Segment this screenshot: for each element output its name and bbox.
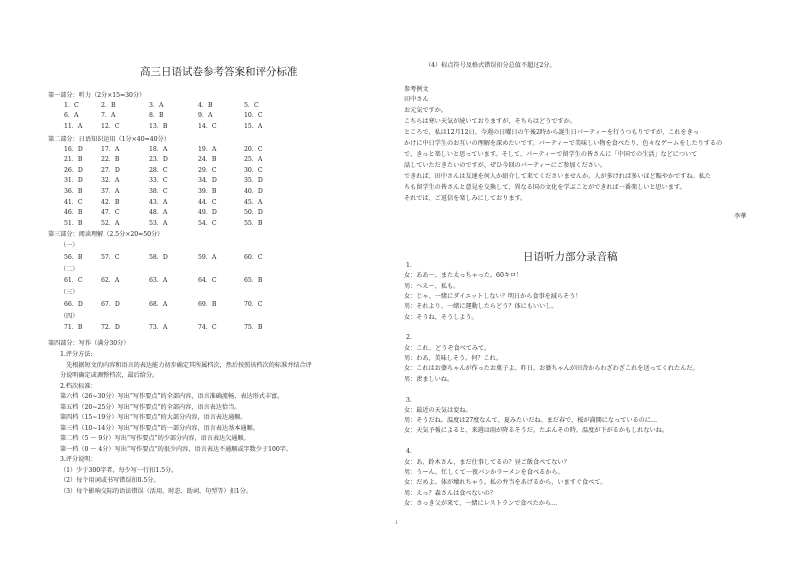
dialogue-line: 女：あ、鈴木さん、まだ仕事してるの？昼ご飯食べてない？ — [404, 458, 570, 466]
answer-cell: 68．A — [149, 300, 168, 308]
answer-cell: 61．C — [64, 277, 83, 285]
answer-cell: 44．C — [198, 198, 217, 206]
part2-heading: 第二部分：日语知识运用（1分×40=40分） — [48, 136, 170, 143]
essay-line: それでは、ご返信を楽しみにしております。 — [404, 195, 527, 202]
criteria-line: 1.评分方法: — [60, 351, 93, 358]
answer-cell: 28．C — [149, 166, 168, 174]
answer-cell: 6．A — [64, 112, 79, 120]
answer-cell: 1．C — [64, 102, 79, 109]
signature: 李華 — [734, 213, 747, 220]
answer-cell: 48．A — [149, 209, 168, 217]
answer-cell: 24．B — [198, 156, 217, 164]
answer-cell: 55．B — [244, 219, 263, 227]
answer-cell: 46．B — [64, 209, 83, 217]
answer-cell: 16．D — [64, 145, 83, 153]
essay-line: できれば、田中さんは友達を何人か紹介して来てくださいませんか。人が多ければ多いほど賑やかですね。私た — [404, 173, 711, 180]
dialogue-number: 1． — [406, 262, 417, 269]
dialogue-line: 女：ああ～、また太っちゃった。60キロ！ — [404, 272, 523, 280]
answer-cell: 67．D — [101, 300, 120, 308]
answer-cell: 42．B — [101, 198, 120, 206]
essay-line: ちも留学生の皆さんと意見を交換して、異なる国の文化を学ぶことができれば一番楽しいと思います。 — [404, 184, 686, 191]
dialogue-line: 女：天気予報によると、来週は雨が降るそうだ。たぶんその時、温度が下がるかもしれないね。 — [404, 427, 668, 435]
answer-cell: 25．A — [244, 156, 263, 164]
answer-cell: 57．C — [101, 253, 120, 261]
answer-cell: 36．B — [64, 187, 83, 195]
answer-cell: 22．B — [101, 156, 120, 164]
criteria-line: 第三档（10~14分）写出“写作要点”的一部分内容，语言表达基本通顺。 — [60, 424, 259, 432]
essay-line: こちらは寒い天気が続いておりますが、そちらはどうですか。 — [404, 118, 576, 125]
answer-cell: 45．A — [244, 198, 263, 206]
answer-cell: 51．B — [64, 219, 83, 227]
answer-cell: 34．D — [198, 177, 217, 185]
answer-cell: 4．B — [198, 102, 213, 109]
criteria-line: 分说明确定或调整档次，最后给分。 — [60, 372, 159, 379]
answer-cell: 7．A — [101, 112, 116, 120]
dialogue-line: 女：さっき父が来て、一緒にレストランで食べたから… — [404, 499, 558, 507]
answer-cell: 11．A — [64, 122, 83, 130]
answer-cell: 30．C — [244, 166, 263, 174]
answer-cell: 31．D — [64, 177, 83, 185]
answer-cell: 75．B — [244, 324, 263, 332]
essay-line: かけに中日学生のお互いの理解を深めたいです。パーティーで美味しい物を食べたり、色々なゲームをしたりするの — [404, 140, 723, 147]
answer-cell: 72．D — [101, 324, 120, 332]
answer-cell: 35．D — [244, 177, 263, 185]
dialogue-line: 男：わあ、美味しそう。何？これ。 — [404, 355, 503, 362]
sample-heading: 参考例文 — [404, 86, 429, 93]
answer-cell: 29．C — [198, 166, 217, 174]
reading-group-label: （三） — [60, 289, 79, 297]
answer-cell: 14．C — [198, 122, 217, 130]
dialogue-line: 男：羨ましいね。 — [404, 375, 454, 383]
answer-cell: 70．C — [244, 300, 263, 308]
answer-cell: 10．C — [244, 112, 263, 120]
answer-cell: 8．B — [149, 112, 164, 120]
dialogue-line: 男：へえ～、私も。 — [404, 282, 460, 290]
answer-cell: 37．A — [101, 187, 120, 195]
answer-cell: 2．B — [101, 102, 116, 109]
criteria-line: 第六档（26~30分）写出“写作要点”的全部内容，语言准确流畅，表达形式丰富。 — [60, 393, 284, 400]
reading-group-label: （一） — [60, 242, 79, 249]
answer-cell: 17．A — [101, 145, 120, 153]
dialogue-line: 男：うーん。忙しくて一夜パンかラーメンを食べるから。 — [404, 468, 564, 476]
answer-cell: 59．A — [198, 253, 217, 261]
criteria-line: 第五档（20~25分）写出“写作要点”的全部内容，语言表达恰当。 — [60, 403, 241, 411]
essay-line: 田中さん — [404, 96, 429, 103]
dialogue-number: 3． — [406, 396, 417, 404]
answer-cell: 66．D — [64, 300, 83, 308]
answer-cell: 5．C — [244, 102, 259, 109]
essay-line: お元気ですか。 — [404, 107, 447, 114]
answer-cell: 41．C — [64, 198, 83, 206]
answer-cell: 62．A — [101, 277, 120, 285]
answer-cell: 43．A — [149, 198, 168, 206]
answer-cell: 73．A — [149, 324, 168, 332]
criteria-line: 第二档（5 ～ 9分）写出“写作要点”的少部分内容，语言表达欠通顺。 — [60, 435, 250, 442]
essay-line: 話していただきたいのですが、ぜひ今回のパーティーにご参加ください。 — [404, 162, 607, 169]
criteria-line: 第四档（15~19分）写出“写作要点”的大部分内容，语言表达通顺。 — [60, 414, 247, 421]
dialogue-number: 2． — [406, 334, 417, 342]
answer-cell: 20．C — [244, 145, 263, 153]
reading-group-label: （二） — [60, 265, 79, 273]
reading-group-label: （四） — [60, 312, 79, 320]
dialogue-line: 男：えっ？森さんは食べないの？ — [404, 489, 497, 497]
answer-cell: 64．C — [198, 277, 217, 285]
dialogue-line: 男：それより、一緒に運動したらどう？体にもいいし。 — [404, 303, 558, 311]
essay-line: ところで、私は12月12日、今週の日曜日の午後2時から誕生日パーティーを行うつもりですが、これをきっ — [404, 129, 699, 136]
answer-cell: 18．A — [149, 145, 168, 153]
listening-title: 日语听力部分录音稿 — [523, 251, 618, 263]
dialogue-line: 女：これはお婆ちゃんが作ったお菓子よ。昨日、お婆ちゃんが田舎からわざわざこれを送ってくれたんだ。 — [404, 365, 699, 373]
criteria-line: （2）每个用词或书写错误扣0.5分。 — [60, 477, 160, 484]
criteria-line: 第一档（0 ～ 4分）写出“写作要点”的很少内容，语言表达不通顺或字数少于100字。 — [60, 445, 293, 453]
criteria-line: 2.档次标准： — [60, 382, 97, 390]
answer-cell: 13．B — [149, 122, 168, 130]
answer-cell: 23．D — [149, 156, 168, 164]
answer-cell: 53．A — [149, 219, 168, 227]
answer-cell: 52．A — [101, 219, 120, 227]
part1-heading: 第一部分：听力（2分×15=30分） — [48, 92, 146, 99]
answer-cell: 40．D — [244, 187, 263, 195]
dialogue-line: 女：だめよ。体が壊れちゃう。私の弁当をあげるから、いますぐ食べて。 — [404, 479, 607, 487]
dialogue-line: 女：これ、どうぞ食べてみて。 — [404, 344, 491, 352]
answer-cell: 60．C — [244, 253, 263, 261]
page-title: 高三日语试卷参考答案和评分标准 — [140, 66, 298, 78]
answer-cell: 32．A — [101, 177, 120, 185]
dialogue-line: 男：そうだね。温度は27度なんて、夏みたいだね。まだ春で、桜が満開になっているのに… — [404, 417, 658, 425]
answer-cell: 26．D — [64, 166, 83, 174]
part3-heading: 第三部分：阅读理解（2.5分×20=50分） — [48, 231, 164, 238]
answer-cell: 74．C — [198, 324, 217, 332]
essay-line: で、きっと楽しいと思っています。そして、パーティーで留学生の皆さんに「中国での生活」などについて — [404, 151, 698, 158]
answer-cell: 65．B — [244, 277, 263, 285]
criteria-line: 3.评分说明： — [60, 456, 97, 463]
answer-cell: 9．A — [198, 112, 213, 120]
part4-heading: 第四部分：写作（满分30分） — [48, 340, 130, 347]
answer-cell: 38．C — [149, 187, 168, 195]
criteria-line: （3）每个影响交际的语法错误（活用、时态、助词、句型等）扣1分。 — [60, 487, 252, 495]
answer-cell: 15．A — [244, 122, 263, 130]
answer-cell: 58．D — [149, 253, 168, 261]
answer-cell: 19．A — [198, 145, 217, 153]
answer-cell: 71．B — [64, 324, 83, 332]
answer-cell: 12．C — [101, 122, 120, 130]
answer-cell: 21．B — [64, 156, 83, 164]
answer-cell: 69．B — [198, 300, 217, 308]
answer-cell: 49．D — [198, 209, 217, 217]
answer-cell: 39．B — [198, 187, 217, 195]
answer-cell: 33．C — [149, 177, 168, 185]
dialogue-line: 女：じゃ、一緒にダイエットしない？明日から食事を減らそう！ — [404, 292, 582, 300]
criteria-line: （1）少于300字者，每少写一行扣1.5分。 — [60, 466, 178, 474]
answer-cell: 27．D — [101, 166, 120, 174]
answer-cell: 56．B — [64, 253, 83, 261]
dialogue-number: 4． — [406, 448, 417, 456]
answer-cell: 63．A — [149, 277, 168, 285]
answer-cell: 3．A — [149, 102, 164, 109]
page-number: 1 — [395, 520, 399, 526]
answer-cell: 54．C — [198, 219, 217, 227]
answer-cell: 50．D — [244, 209, 263, 217]
dialogue-line: 女：そうね、そうしよう。 — [404, 313, 478, 321]
criteria-line: 先根据短文的内容和语言的表达能力初步确定其所属档次，然后按照该档次的标准并结合评 — [60, 361, 312, 369]
dialogue-line: 女：最近の天気は変ね。 — [404, 406, 472, 414]
note-punctuation: （4）标点符号及格式错误扣分总值不超过2分。 — [425, 62, 556, 69]
answer-cell: 47．C — [101, 209, 120, 217]
